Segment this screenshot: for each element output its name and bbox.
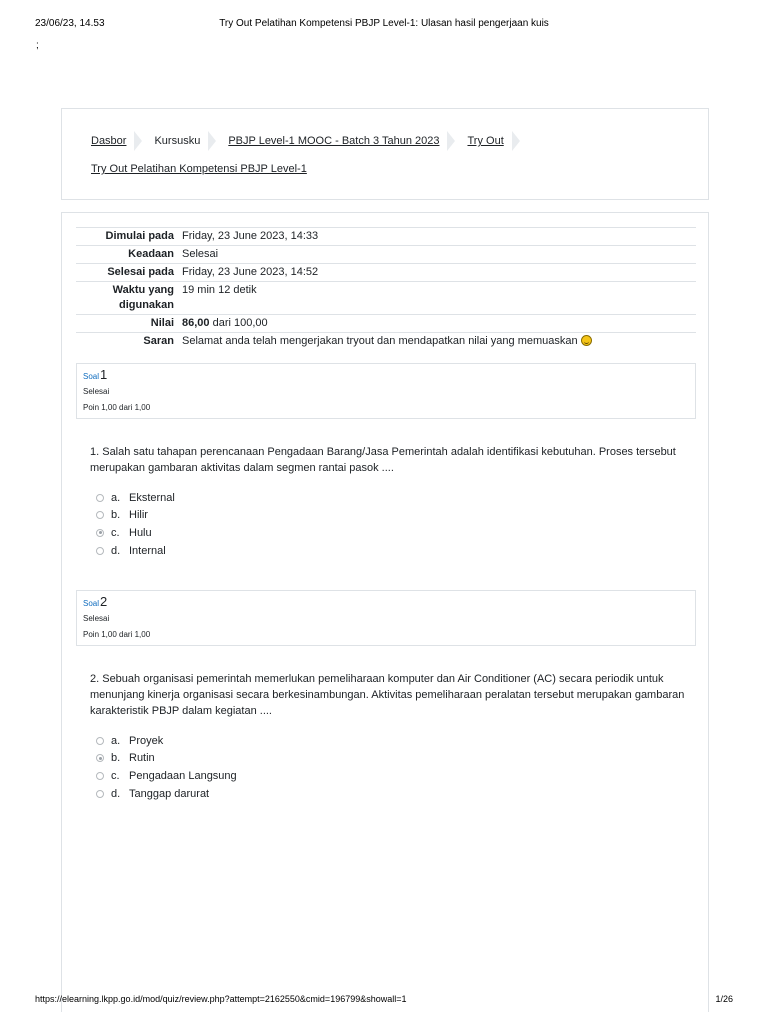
question-grade: Poin 1,00 dari 1,00 bbox=[83, 630, 151, 639]
answer-list-2 bbox=[96, 732, 237, 802]
breadcrumb-item-tryout[interactable] bbox=[467, 131, 531, 151]
answer-option[interactable] bbox=[96, 767, 237, 785]
breadcrumb-card bbox=[61, 108, 709, 200]
summary-label: Dimulai pada bbox=[76, 228, 182, 246]
summary-value: 19 min 12 detik bbox=[182, 282, 696, 315]
answer-letter: c. bbox=[111, 526, 120, 539]
answer-option[interactable] bbox=[96, 542, 175, 560]
answer-option[interactable] bbox=[96, 507, 175, 525]
summary-value: Selesai bbox=[182, 246, 696, 264]
answer-option[interactable] bbox=[96, 489, 175, 507]
answer-text: Rutin bbox=[129, 752, 155, 765]
breadcrumb-link-course[interactable]: PBJP Level-1 MOOC - Batch 3 Tahun 2023 bbox=[228, 135, 440, 147]
question-info-1 bbox=[76, 363, 696, 419]
question-number-value: 1 bbox=[100, 367, 108, 382]
answer-letter: b. bbox=[111, 509, 121, 522]
breadcrumb-separator-icon bbox=[208, 131, 216, 151]
summary-row-completed bbox=[76, 264, 696, 282]
breadcrumb-item-course[interactable] bbox=[228, 131, 467, 151]
answer-letter: a. bbox=[111, 734, 121, 747]
attempt-summary-table bbox=[76, 227, 696, 350]
radio-button-selected[interactable] bbox=[96, 529, 104, 537]
answer-option[interactable] bbox=[96, 732, 237, 750]
summary-label: Keadaan bbox=[76, 246, 182, 264]
print-mark: ; bbox=[36, 40, 39, 51]
question-info-2 bbox=[76, 590, 696, 646]
print-header bbox=[35, 18, 733, 29]
breadcrumb bbox=[91, 133, 688, 189]
question-state: Selesai bbox=[83, 614, 110, 623]
summary-label: Selesai pada bbox=[76, 264, 182, 282]
breadcrumb-separator-icon bbox=[447, 131, 455, 151]
print-page-title: Try Out Pelatihan Kompetensi PBJP Level-1: Ulasan hasil pengerjaan kuis bbox=[219, 18, 549, 29]
answer-text: Proyek bbox=[129, 734, 164, 747]
breadcrumb-item-kursusku bbox=[154, 131, 228, 151]
summary-label: Saran bbox=[76, 333, 182, 351]
answer-text: Eksternal bbox=[129, 491, 175, 504]
answer-text: Internal bbox=[129, 544, 166, 557]
summary-row-started bbox=[76, 228, 696, 246]
quiz-review-card bbox=[61, 212, 709, 1012]
radio-button-selected[interactable] bbox=[96, 754, 104, 762]
answer-option[interactable] bbox=[96, 524, 175, 542]
radio-button[interactable] bbox=[96, 494, 104, 502]
question-number bbox=[83, 368, 689, 384]
summary-label: Nilai bbox=[76, 315, 182, 333]
radio-button[interactable] bbox=[96, 772, 104, 780]
print-footer bbox=[35, 994, 733, 1004]
summary-label: Waktu yang digunakan bbox=[76, 282, 182, 315]
print-datetime: 23/06/23, 14.53 bbox=[35, 18, 105, 29]
radio-button[interactable] bbox=[96, 790, 104, 798]
breadcrumb-link-dasbor[interactable]: Dasbor bbox=[91, 135, 127, 147]
breadcrumb-separator-icon bbox=[512, 131, 520, 151]
summary-row-state bbox=[76, 246, 696, 264]
radio-button[interactable] bbox=[96, 511, 104, 519]
answer-letter: c. bbox=[111, 769, 120, 782]
radio-button[interactable] bbox=[96, 547, 104, 555]
breadcrumb-link-quiz[interactable]: Try Out Pelatihan Kompetensi PBJP Level-1 bbox=[91, 163, 307, 175]
answer-text: Hilir bbox=[129, 509, 148, 522]
answer-letter: d. bbox=[111, 787, 121, 800]
page-url: https://elearning.lkpp.go.id/mod/quiz/review.php?attempt=2162550&cmid=196799&showall=1 bbox=[35, 994, 407, 1004]
breadcrumb-item-dasbor[interactable] bbox=[91, 131, 154, 151]
smile-emoji-icon bbox=[581, 335, 592, 346]
radio-button[interactable] bbox=[96, 737, 104, 745]
question-text-2: 2. Sebuah organisasi pemerintah memerlukan pemeliharaan komputer dan Air Conditioner (AC) secara periodik untuk menunjang kinerja organisasi secara berkesinambungan. Aktivitas pemeliharaan peralatan tersebut merupakan gambaran karakteristik PBJP dalam kegiatan .... bbox=[90, 673, 685, 717]
soal-label: Soal bbox=[83, 599, 100, 608]
answer-letter: a. bbox=[111, 491, 121, 504]
summary-value bbox=[182, 333, 696, 351]
question-number bbox=[83, 595, 689, 611]
feedback-text: Selamat anda telah mengerjakan tryout dan mendapatkan nilai yang memuaskan bbox=[182, 335, 578, 347]
summary-value: Friday, 23 June 2023, 14:52 bbox=[182, 264, 696, 282]
summary-row-grade bbox=[76, 315, 696, 333]
grade-max: dari 100,00 bbox=[209, 317, 268, 329]
answer-text: Hulu bbox=[129, 526, 152, 539]
summary-row-feedback bbox=[76, 333, 696, 351]
answer-letter: b. bbox=[111, 752, 121, 765]
question-state: Selesai bbox=[83, 387, 110, 396]
page-number: 1/26 bbox=[715, 994, 733, 1004]
breadcrumb-label-kursusku: Kursusku bbox=[154, 135, 201, 147]
breadcrumb-separator-icon bbox=[134, 131, 142, 151]
answer-letter: d. bbox=[111, 544, 121, 557]
summary-row-duration bbox=[76, 282, 696, 315]
answer-text: Tanggap darurat bbox=[129, 787, 210, 800]
breadcrumb-link-tryout[interactable]: Try Out bbox=[467, 135, 504, 147]
question-number-value: 2 bbox=[100, 594, 108, 609]
summary-value: Friday, 23 June 2023, 14:33 bbox=[182, 228, 696, 246]
question-grade: Poin 1,00 dari 1,00 bbox=[83, 403, 151, 412]
answer-option[interactable] bbox=[96, 785, 237, 803]
soal-label: Soal bbox=[83, 372, 100, 381]
question-text-1: 1. Salah satu tahapan perencanaan Pengadaan Barang/Jasa Pemerintah adalah identifikasi kebutuhan. Proses tersebut merupakan gambaran aktivitas dalam segmen rantai pasok .... bbox=[90, 446, 676, 474]
answer-list-1 bbox=[96, 489, 175, 559]
summary-value bbox=[182, 315, 696, 333]
answer-text: Pengadaan Langsung bbox=[129, 769, 237, 782]
answer-option[interactable] bbox=[96, 750, 237, 768]
breadcrumb-item-quiz[interactable] bbox=[91, 163, 307, 175]
grade-score: 86,00 bbox=[182, 317, 210, 329]
